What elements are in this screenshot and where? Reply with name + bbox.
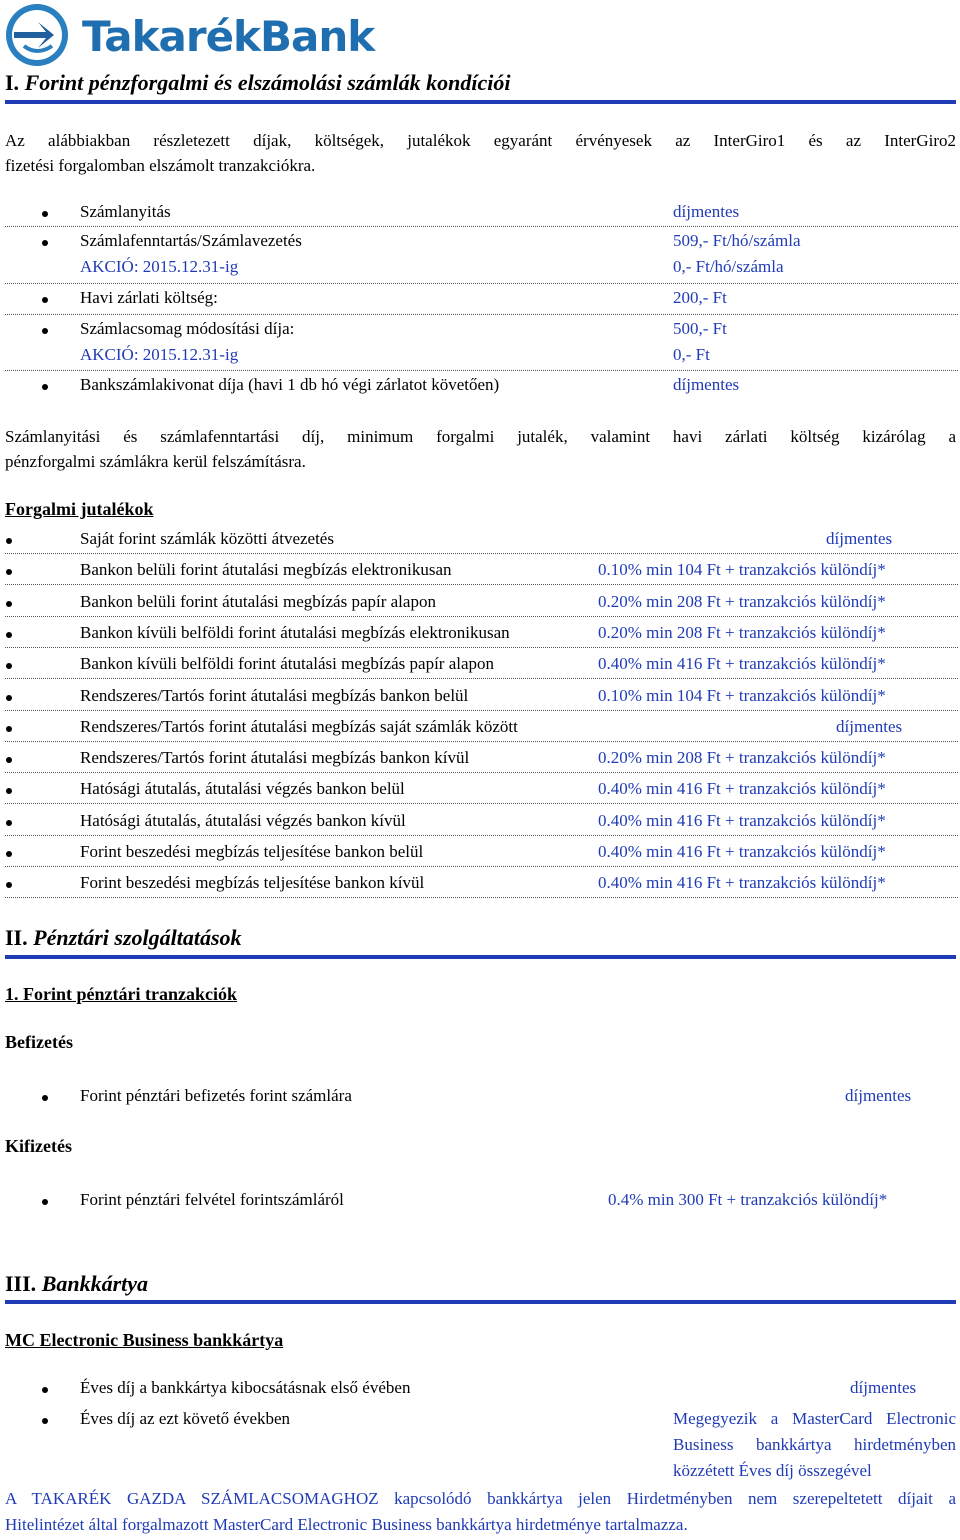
item-label: Számlanyitás [80, 202, 171, 221]
bullet [42, 211, 48, 217]
row-divider [5, 370, 958, 371]
commission-label: Rendszeres/Tartós forint átutalási megbízás saját számlák között [80, 717, 518, 736]
bullet [6, 757, 12, 763]
commission-label: Bankon belüli forint átutalási megbízás papír alapon [80, 592, 436, 611]
card-item-label: Éves díj az ezt követő években [80, 1409, 291, 1428]
bullet [42, 328, 48, 334]
deposit-label: Forint pénztári befizetés forint számlára [80, 1086, 352, 1105]
section-1-rule [5, 100, 956, 104]
promo-value: 0,- Ft [673, 345, 710, 364]
row-divider [5, 647, 958, 648]
row-divider [5, 226, 958, 227]
commission-value: díjmentes [826, 529, 893, 548]
bullet [6, 601, 12, 607]
commission-value: 0.40% min 416 Ft + tranzakciós különdíj* [598, 654, 886, 673]
bullet [6, 695, 12, 701]
deposit-value: díjmentes [845, 1086, 912, 1105]
bullet [42, 1199, 48, 1205]
card-item-value: díjmentes [850, 1378, 917, 1397]
item-value: díjmentes [673, 375, 740, 394]
row-divider [5, 835, 958, 836]
commission-value: 0.40% min 416 Ft + tranzakciós különdíj* [598, 811, 886, 830]
item-value: 509,- Ft/hó/számla [673, 231, 801, 250]
bullet [42, 384, 48, 390]
section-3-rule [5, 1300, 956, 1304]
withdrawal-value: 0.4% min 300 Ft + tranzakciós különdíj* [608, 1190, 888, 1209]
section-3-title: Bankkártya [41, 1271, 149, 1296]
section-3-subtitle: MC Electronic Business bankkártya [5, 1330, 284, 1350]
section-1-intro-line2: fizetési forgalomban elszámolt tranzakciókra. [5, 156, 316, 175]
section-2-number: II. [5, 925, 28, 950]
bullet [6, 788, 12, 794]
commission-label: Saját forint számlák közötti átvezetés [80, 529, 334, 548]
commission-label: Bankon belüli forint átutalási megbízás elektronikusan [80, 560, 452, 579]
card-item-label: Éves díj a bankkártya kibocsátásnak első évében [80, 1378, 411, 1397]
section-1-title: Forint pénzforgalmi és elszámolási számlák kondíciói [24, 70, 511, 95]
section-2-title: Pénztári szolgáltatások [33, 925, 242, 950]
section-1-number: I. [5, 70, 20, 95]
commission-value: 0.40% min 416 Ft + tranzakciós különdíj* [598, 842, 886, 861]
item-label: Számlacsomag módosítási díja: [80, 319, 295, 338]
commission-label: Bankon kívüli belföldi forint átutalási megbízás elektronikusan [80, 623, 510, 642]
commission-value: 0.40% min 416 Ft + tranzakciós különdíj* [598, 779, 886, 798]
row-divider [5, 897, 958, 898]
bullet [6, 882, 12, 888]
row-divider [5, 314, 958, 315]
promo-value: 0,- Ft/hó/számla [673, 257, 784, 276]
section-1-note-line1: Számlanyitási és számlafenntartási díj, minimum forgalmi jutalék, valamint havi zárlati költség kizárólag a [5, 427, 956, 446]
commission-value: 0.20% min 208 Ft + tranzakciós különdíj* [598, 748, 886, 767]
section-3-number: III. [5, 1271, 37, 1296]
commission-label: Hatósági átutalás, átutalási végzés bankon kívül [80, 811, 406, 830]
commission-label: Forint beszedési megbízás teljesítése bankon belül [80, 842, 424, 861]
row-divider [5, 584, 958, 585]
row-divider [5, 866, 958, 867]
item-label-text: Számlafenntartás/Számlavezetés [80, 231, 302, 250]
item-value: 500,- Ft [673, 319, 727, 338]
commission-label: Hatósági átutalás, átutalási végzés bankon belül [80, 779, 405, 798]
bullet [6, 726, 12, 732]
commission-title: Forgalmi jutalékok [5, 499, 154, 519]
commission-label: Forint beszedési megbízás teljesítése bankon kívül [80, 873, 425, 892]
bullet [6, 663, 12, 669]
withdrawal-title: Kifizetés [5, 1136, 72, 1156]
row-divider [5, 772, 958, 773]
section-1-note-line2: pénzforgalmi számlákra kerül felszámításra. [5, 452, 306, 471]
commission-label: Bankon kívüli belföldi forint átutalási megbízás papír alapon [80, 654, 495, 673]
commission-value: díjmentes [836, 717, 903, 736]
section-3-heading [5, 1271, 148, 1297]
commission-label: Rendszeres/Tartós forint átutalási megbízás bankon kívül [80, 748, 470, 767]
bullet [6, 851, 12, 857]
footer-line2: Hitelintézet által forgalmazott MasterCard Electronic Business bankkártya hirdetménye tartalmazza. [5, 1515, 688, 1534]
item-label [80, 231, 302, 251]
section-1-intro-line1: Az alábbiakban részletezett díjak, költségek, jutalékok egyaránt érvényesek az InterGiro1 és az InterGiro2 [5, 131, 956, 150]
card-item-value-line2: Business bankkártya hirdetményben [673, 1435, 956, 1454]
bullet [42, 240, 48, 246]
commission-label: Rendszeres/Tartós forint átutalási megbízás bankon belül [80, 686, 469, 705]
logo [4, 2, 374, 70]
row-divider [5, 283, 958, 284]
bullet [6, 820, 12, 826]
card-item-value-line1: Megegyezik a MasterCard Electronic [673, 1409, 956, 1428]
promo-label: AKCIÓ: 2015.12.31-ig [80, 257, 239, 276]
row-divider [5, 678, 958, 679]
takarekbank-logo-icon [4, 2, 70, 68]
commission-value: 0.40% min 416 Ft + tranzakciós különdíj* [598, 873, 886, 892]
bullet [6, 632, 12, 638]
row-divider [5, 616, 958, 617]
promo-label: AKCIÓ: 2015.12.31-ig [80, 345, 239, 364]
bullet [42, 1095, 48, 1101]
section-2-subtitle: 1. Forint pénztári tranzakciók [5, 984, 237, 1004]
item-label: Havi zárlati költség: [80, 288, 218, 307]
item-label: Bankszámlakivonat díja (havi 1 db hó végi zárlatot követően) [80, 375, 500, 394]
bullet [42, 297, 48, 303]
commission-value: 0.20% min 208 Ft + tranzakciós különdíj* [598, 623, 886, 642]
section-1-heading [5, 70, 510, 96]
withdrawal-label: Forint pénztári felvétel forintszámláról [80, 1190, 344, 1209]
item-value: 200,- Ft [673, 288, 727, 307]
row-divider [5, 553, 958, 554]
commission-value: 0.10% min 104 Ft + tranzakciós különdíj* [598, 560, 886, 579]
commission-value: 0.10% min 104 Ft + tranzakciós különdíj* [598, 686, 886, 705]
footer-line1: A TAKARÉK GAZDA SZÁMLACSOMAGHOZ kapcsolódó bankkártya jelen Hirdetményben nem szerepeltetett díjait a [5, 1489, 956, 1508]
row-divider [5, 741, 958, 742]
deposit-title: Befizetés [5, 1032, 73, 1052]
bullet [6, 569, 12, 575]
bullet [42, 1387, 48, 1393]
row-divider [5, 803, 958, 804]
logo-wordmark: TakarékBank [82, 12, 375, 61]
card-item-value-line3: közzétett Éves díj összegével [673, 1461, 872, 1480]
row-divider [5, 710, 958, 711]
bullet [42, 1418, 48, 1424]
bullet [6, 538, 12, 544]
item-value: díjmentes [673, 202, 740, 221]
commission-value: 0.20% min 208 Ft + tranzakciós különdíj* [598, 592, 886, 611]
section-2-rule [5, 955, 956, 959]
section-2-heading [5, 925, 242, 951]
